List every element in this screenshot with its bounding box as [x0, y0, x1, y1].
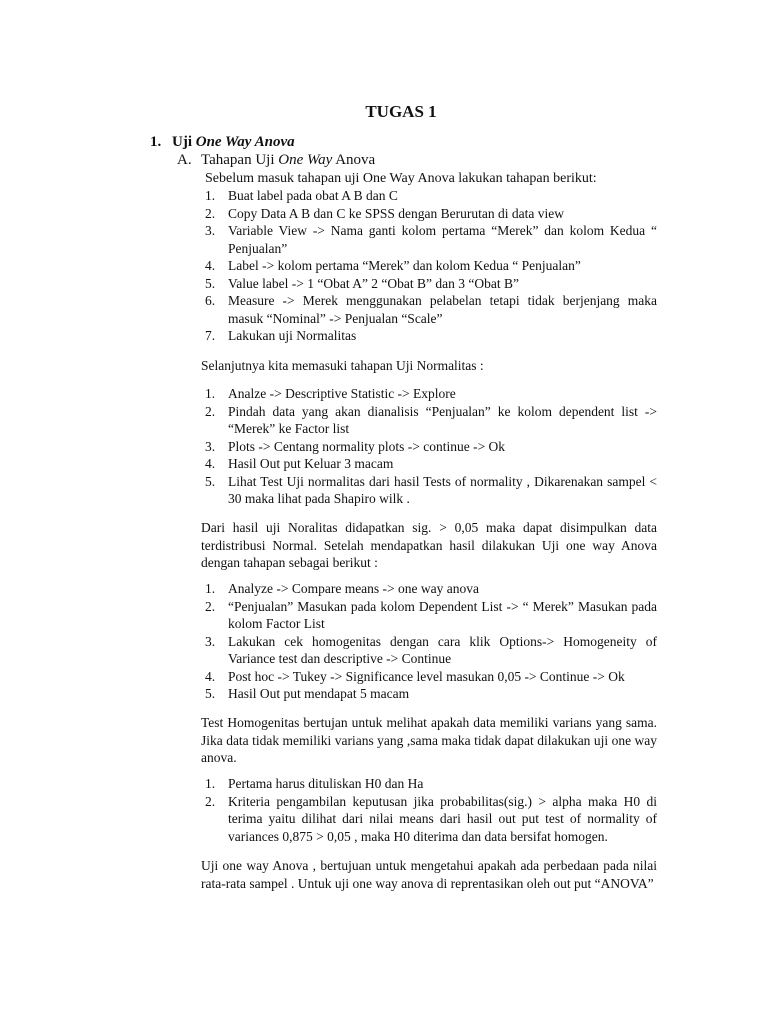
list-homogenitas	[201, 775, 657, 845]
list-item: 5. Value label -> 1 “Obat A” 2 “Obat B” dan 3 “Obat B”	[205, 275, 520, 291]
list-item: 1. Analze -> Descriptive Statistic -> Explore	[205, 386, 456, 401]
homogenitas-paragraph: Test Homogenitas bertujan untuk melihat apakah data memiliki varians yang sama. Jika data tidak memiliki varians yang ,sama maka tidak dapat dilakukan uji one way anova.	[201, 715, 657, 765]
section-1-heading	[150, 134, 295, 151]
list-item: 2. Copy Data A B dan C ke SPSS dengan Berurutan di data view	[205, 205, 564, 221]
list-item: 2. Kriteria pengambilan keputusan jika probabilitas(sig.) > alpha maka H0 di terima yaitu dilihat dari nilai means dari hasil out put test of normality of variances 0,875 > 0,05 , maka H0 diterima dan data bersifat homogen.	[205, 793, 657, 844]
section-a-letter: A.	[177, 152, 192, 168]
section-1-number: 1.	[150, 134, 162, 150]
list-item: 3. Variable View -> Nama ganti kolom pertama “Merek” dan kolom Kedua “ Penjualan”	[205, 223, 657, 256]
section-1-italic: One Way Anova	[195, 134, 295, 150]
hasil-paragraph: Dari hasil uji Noralitas didapatkan sig. > 0,05 maka dapat disimpulkan data terdistribusi Normal. Setelah mendapatkan hasil dilakukan Uji one way Anova dengan tahapan sebagai berikut :	[201, 520, 657, 570]
list-item: 6. Measure -> Merek menggunakan pelabelan tetapi tidak berjenjang maka masuk “Nominal” -> Penjualan “Scale”	[205, 293, 657, 326]
list-item: 4. Label -> kolom pertama “Merek” dan kolom Kedua “ Penjualan”	[205, 258, 581, 273]
section-a-italic: One Way	[278, 152, 333, 168]
section-a-heading	[177, 152, 375, 169]
normalitas-paragraph: Selanjutnya kita memasuki tahapan Uji Normalitas :	[201, 358, 484, 373]
section-a-text2: Anova	[332, 152, 376, 168]
list-normalitas	[201, 385, 657, 508]
list-preparation	[201, 187, 657, 345]
list-item: 4. Hasil Out put Keluar 3 macam	[205, 456, 394, 471]
list-item: 5. Hasil Out put mendapat 5 macam	[205, 686, 410, 701]
list-item: 1. Pertama harus dituliskan H0 dan Ha	[205, 776, 424, 791]
list-item: 5. Lihat Test Uji normalitas dari hasil Tests of normality , Dikarenakan sampel < 30 maka lihat pada Shapiro wilk .	[205, 473, 657, 506]
list-anova-steps	[201, 580, 657, 703]
section-1-prefix: Uji	[172, 134, 196, 150]
list-item: 1. Analyze -> Compare means -> one way anova	[205, 581, 480, 596]
list-item: 7. Lakukan uji Normalitas	[205, 328, 357, 343]
document-title: TUGAS 1	[365, 102, 437, 121]
list-item: 2. “Penjualan” Masukan pada kolom Dependent List -> “ Merek” Masukan pada kolom Factor List	[205, 598, 657, 631]
intro-paragraph: Sebelum masuk tahapan uji One Way Anova lakukan tahapan berikut:	[205, 171, 597, 186]
list-item: 3. Lakukan cek homogenitas dengan cara klik Options-> Homogeneity of Variance test dan descriptive -> Continue	[205, 633, 657, 666]
list-item: 4. Post hoc -> Tukey -> Significance level masukan 0,05 -> Continue -> Ok	[205, 668, 625, 684]
list-item: 3. Plots -> Centang normality plots -> continue -> Ok	[205, 438, 506, 454]
anova-paragraph: Uji one way Anova , bertujuan untuk mengetahui apakah ada perbedaan pada nilai rata-rata sampel . Untuk uji one way anova di reprentasikan oleh out put “ANOVA”	[201, 858, 657, 891]
section-a-text1: Tahapan Uji	[201, 152, 279, 168]
list-item: 2. Pindah data yang akan dianalisis “Penjualan” ke kolom dependent list -> “Merek” ke Factor list	[205, 403, 657, 436]
list-item: 1. Buat label pada obat A B dan C	[205, 188, 398, 203]
